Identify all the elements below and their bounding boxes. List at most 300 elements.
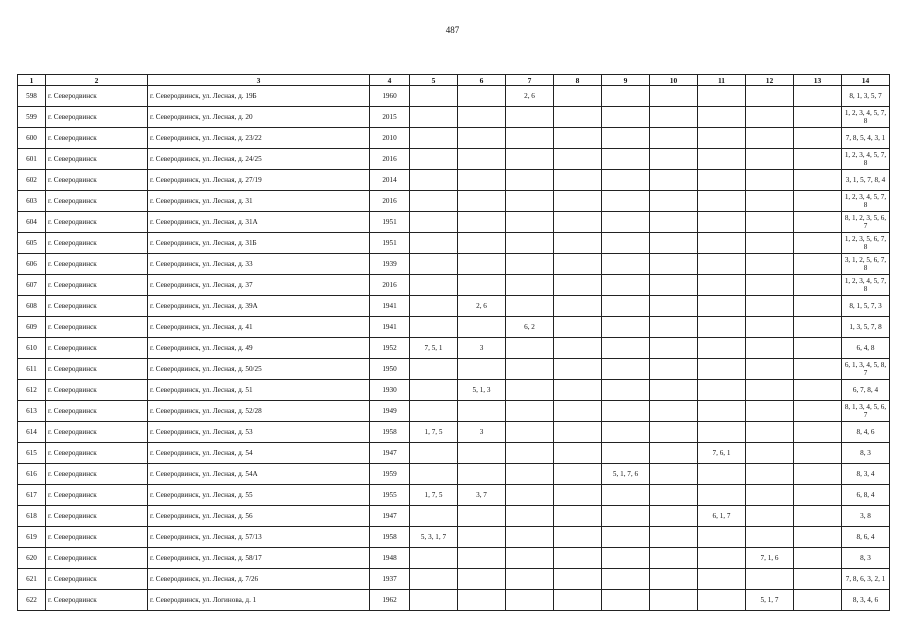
address-cell: г. Северодвинск, ул. Лесная, д. 37: [148, 275, 370, 296]
col8-cell: [554, 401, 602, 422]
col8-cell: [554, 548, 602, 569]
col5-cell: [410, 590, 458, 611]
col13-cell: [794, 233, 842, 254]
col6-cell: [458, 254, 506, 275]
col13-cell: [794, 401, 842, 422]
address-cell: г. Северодвинск, ул. Лесная, д. 54: [148, 443, 370, 464]
col5-cell: [410, 275, 458, 296]
col8-cell: [554, 317, 602, 338]
city-cell: г. Северодвинск: [46, 569, 148, 590]
city-cell: г. Северодвинск: [46, 464, 148, 485]
address-cell: г. Северодвинск, ул. Лесная, д. 55: [148, 485, 370, 506]
row-number-cell: 606: [18, 254, 46, 275]
col13-cell: [794, 149, 842, 170]
col6-cell: [458, 86, 506, 107]
table-row: [18, 212, 890, 233]
col8-cell: [554, 485, 602, 506]
col9-cell: [602, 149, 650, 170]
col8-cell: [554, 296, 602, 317]
col13-cell: [794, 422, 842, 443]
col8-cell: [554, 443, 602, 464]
year-cell: 1939: [370, 254, 410, 275]
col12-cell: [746, 380, 794, 401]
col9-cell: [602, 401, 650, 422]
table-body: [18, 86, 890, 611]
col14-cell: 3, 1, 2, 5, 6, 7, 8: [842, 254, 890, 275]
col11-cell: [698, 422, 746, 443]
col10-cell: [650, 359, 698, 380]
col9-cell: [602, 170, 650, 191]
col6-cell: [458, 359, 506, 380]
col14-cell: 8, 3, 4, 6: [842, 590, 890, 611]
col7-cell: 2, 6: [506, 86, 554, 107]
year-cell: 1952: [370, 338, 410, 359]
col14-cell: 1, 2, 3, 5, 6, 7, 8: [842, 233, 890, 254]
city-cell: г. Северодвинск: [46, 590, 148, 611]
col11-cell: [698, 233, 746, 254]
table-row: [18, 422, 890, 443]
col8-cell: [554, 149, 602, 170]
city-cell: г. Северодвинск: [46, 527, 148, 548]
address-cell: г. Северодвинск, ул. Лесная, д. 51: [148, 380, 370, 401]
col10-cell: [650, 170, 698, 191]
col12-cell: [746, 317, 794, 338]
year-cell: 1948: [370, 548, 410, 569]
table-row: [18, 464, 890, 485]
col9-cell: [602, 506, 650, 527]
registry-table: [17, 74, 890, 611]
city-cell: г. Северодвинск: [46, 401, 148, 422]
col13-cell: [794, 590, 842, 611]
col11-cell: 7, 6, 1: [698, 443, 746, 464]
address-cell: г. Северодвинск, ул. Лесная, д. 19Б: [148, 86, 370, 107]
col5-cell: [410, 128, 458, 149]
col13-cell: [794, 296, 842, 317]
col9-cell: [602, 296, 650, 317]
col7-cell: [506, 233, 554, 254]
col5-cell: [410, 443, 458, 464]
year-cell: 1941: [370, 317, 410, 338]
city-cell: г. Северодвинск: [46, 422, 148, 443]
table-row: [18, 296, 890, 317]
col9-cell: [602, 233, 650, 254]
row-number-cell: 619: [18, 527, 46, 548]
col11-cell: [698, 107, 746, 128]
col14-cell: 8, 6, 4: [842, 527, 890, 548]
col10-cell: [650, 590, 698, 611]
table-row: [18, 527, 890, 548]
table-row: [18, 485, 890, 506]
col14-cell: 8, 3, 4: [842, 464, 890, 485]
col9-cell: [602, 191, 650, 212]
col7-cell: [506, 149, 554, 170]
col6-cell: [458, 128, 506, 149]
table-row: [18, 401, 890, 422]
city-cell: г. Северодвинск: [46, 359, 148, 380]
column-header: 5: [410, 75, 458, 86]
address-cell: г. Северодвинск, ул. Лесная, д. 31А: [148, 212, 370, 233]
col5-cell: 7, 5, 1: [410, 338, 458, 359]
row-number-cell: 616: [18, 464, 46, 485]
col11-cell: [698, 86, 746, 107]
col10-cell: [650, 443, 698, 464]
column-header: 12: [746, 75, 794, 86]
col6-cell: [458, 107, 506, 128]
table-row: [18, 506, 890, 527]
table-row: [18, 128, 890, 149]
col7-cell: [506, 296, 554, 317]
col6-cell: [458, 569, 506, 590]
col13-cell: [794, 254, 842, 275]
col9-cell: [602, 317, 650, 338]
col5-cell: [410, 506, 458, 527]
column-header: 9: [602, 75, 650, 86]
row-number-cell: 608: [18, 296, 46, 317]
col7-cell: [506, 590, 554, 611]
col10-cell: [650, 233, 698, 254]
col13-cell: [794, 506, 842, 527]
col12-cell: [746, 401, 794, 422]
col7-cell: [506, 527, 554, 548]
address-cell: г. Северодвинск, ул. Лесная, д. 49: [148, 338, 370, 359]
col7-cell: [506, 254, 554, 275]
row-number-cell: 612: [18, 380, 46, 401]
col6-cell: [458, 464, 506, 485]
table-row: [18, 380, 890, 401]
col5-cell: [410, 380, 458, 401]
city-cell: г. Северодвинск: [46, 128, 148, 149]
row-number-cell: 604: [18, 212, 46, 233]
row-number-cell: 614: [18, 422, 46, 443]
col12-cell: [746, 212, 794, 233]
city-cell: г. Северодвинск: [46, 275, 148, 296]
col14-cell: 6, 1, 3, 4, 5, 8, 7: [842, 359, 890, 380]
col8-cell: [554, 569, 602, 590]
year-cell: 1958: [370, 422, 410, 443]
col14-cell: 1, 2, 3, 4, 5, 7, 8: [842, 107, 890, 128]
col8-cell: [554, 191, 602, 212]
col10-cell: [650, 527, 698, 548]
col11-cell: 6, 1, 7: [698, 506, 746, 527]
year-cell: 1959: [370, 464, 410, 485]
col12-cell: 7, 1, 6: [746, 548, 794, 569]
col6-cell: 3, 7: [458, 485, 506, 506]
col14-cell: 8, 4, 6: [842, 422, 890, 443]
city-cell: г. Северодвинск: [46, 212, 148, 233]
col11-cell: [698, 149, 746, 170]
col5-cell: [410, 170, 458, 191]
col11-cell: [698, 254, 746, 275]
col8-cell: [554, 464, 602, 485]
col13-cell: [794, 338, 842, 359]
col12-cell: [746, 275, 794, 296]
col8-cell: [554, 212, 602, 233]
col5-cell: 5, 3, 1, 7: [410, 527, 458, 548]
table-row: [18, 191, 890, 212]
col9-cell: [602, 422, 650, 443]
col11-cell: [698, 464, 746, 485]
col14-cell: 8, 1, 2, 3, 5, 6, 7: [842, 212, 890, 233]
col12-cell: [746, 191, 794, 212]
table-row: [18, 590, 890, 611]
col9-cell: [602, 86, 650, 107]
col13-cell: [794, 191, 842, 212]
col8-cell: [554, 506, 602, 527]
city-cell: г. Северодвинск: [46, 380, 148, 401]
col12-cell: [746, 107, 794, 128]
col7-cell: [506, 401, 554, 422]
col5-cell: [410, 317, 458, 338]
col11-cell: [698, 548, 746, 569]
col13-cell: [794, 485, 842, 506]
col7-cell: [506, 548, 554, 569]
col10-cell: [650, 464, 698, 485]
table-row: [18, 254, 890, 275]
col6-cell: 3: [458, 422, 506, 443]
col11-cell: [698, 380, 746, 401]
col5-cell: [410, 107, 458, 128]
column-header: 4: [370, 75, 410, 86]
col8-cell: [554, 422, 602, 443]
city-cell: г. Северодвинск: [46, 443, 148, 464]
col13-cell: [794, 128, 842, 149]
col13-cell: [794, 569, 842, 590]
row-number-cell: 622: [18, 590, 46, 611]
col13-cell: [794, 359, 842, 380]
col6-cell: [458, 506, 506, 527]
column-header: 10: [650, 75, 698, 86]
address-cell: г. Северодвинск, ул. Лесная, д. 57/13: [148, 527, 370, 548]
col6-cell: [458, 212, 506, 233]
col12-cell: [746, 338, 794, 359]
col7-cell: [506, 275, 554, 296]
column-header: 14: [842, 75, 890, 86]
col14-cell: 6, 7, 8, 4: [842, 380, 890, 401]
col9-cell: [602, 128, 650, 149]
col7-cell: [506, 128, 554, 149]
address-cell: г. Северодвинск, ул. Лесная, д. 41: [148, 317, 370, 338]
col12-cell: [746, 128, 794, 149]
col13-cell: [794, 212, 842, 233]
col8-cell: [554, 107, 602, 128]
city-cell: г. Северодвинск: [46, 296, 148, 317]
col9-cell: [602, 485, 650, 506]
address-cell: г. Северодвинск, ул. Лесная, д. 39А: [148, 296, 370, 317]
col14-cell: 8, 1, 5, 7, 3: [842, 296, 890, 317]
col10-cell: [650, 485, 698, 506]
col6-cell: [458, 233, 506, 254]
table-row: [18, 443, 890, 464]
col8-cell: [554, 275, 602, 296]
col7-cell: [506, 464, 554, 485]
city-cell: г. Северодвинск: [46, 170, 148, 191]
col10-cell: [650, 506, 698, 527]
table-row: [18, 338, 890, 359]
col14-cell: 8, 1, 3, 4, 5, 6, 7: [842, 401, 890, 422]
col7-cell: [506, 569, 554, 590]
year-cell: 1949: [370, 401, 410, 422]
year-cell: 2014: [370, 170, 410, 191]
col13-cell: [794, 107, 842, 128]
col7-cell: [506, 212, 554, 233]
city-cell: г. Северодвинск: [46, 317, 148, 338]
col5-cell: [410, 359, 458, 380]
col9-cell: [602, 527, 650, 548]
col13-cell: [794, 443, 842, 464]
col13-cell: [794, 380, 842, 401]
col10-cell: [650, 212, 698, 233]
col9-cell: [602, 107, 650, 128]
row-number-cell: 609: [18, 317, 46, 338]
col11-cell: [698, 338, 746, 359]
year-cell: 1930: [370, 380, 410, 401]
address-cell: г. Северодвинск, ул. Лесная, д. 50/25: [148, 359, 370, 380]
col14-cell: 6, 8, 4: [842, 485, 890, 506]
table-row: [18, 170, 890, 191]
col9-cell: [602, 380, 650, 401]
year-cell: 2010: [370, 128, 410, 149]
col14-cell: 1, 2, 3, 4, 5, 7, 8: [842, 275, 890, 296]
col12-cell: [746, 359, 794, 380]
col11-cell: [698, 296, 746, 317]
city-cell: г. Северодвинск: [46, 548, 148, 569]
year-cell: 1941: [370, 296, 410, 317]
col12-cell: [746, 569, 794, 590]
address-cell: г. Северодвинск, ул. Лесная, д. 54А: [148, 464, 370, 485]
year-cell: 2016: [370, 275, 410, 296]
col5-cell: [410, 149, 458, 170]
city-cell: г. Северодвинск: [46, 506, 148, 527]
col6-cell: 3: [458, 338, 506, 359]
col10-cell: [650, 380, 698, 401]
col8-cell: [554, 254, 602, 275]
year-cell: 1947: [370, 443, 410, 464]
col13-cell: [794, 275, 842, 296]
address-cell: г. Северодвинск, ул. Лесная, д. 7/26: [148, 569, 370, 590]
table-row: [18, 86, 890, 107]
year-cell: 1947: [370, 506, 410, 527]
col12-cell: [746, 422, 794, 443]
column-header: 1: [18, 75, 46, 86]
col8-cell: [554, 590, 602, 611]
address-cell: г. Северодвинск, ул. Лесная, д. 52/28: [148, 401, 370, 422]
col11-cell: [698, 275, 746, 296]
col9-cell: [602, 275, 650, 296]
year-cell: 1958: [370, 527, 410, 548]
col14-cell: 6, 4, 8: [842, 338, 890, 359]
col7-cell: [506, 107, 554, 128]
table-row: [18, 107, 890, 128]
col8-cell: [554, 170, 602, 191]
col6-cell: 5, 1, 3: [458, 380, 506, 401]
col5-cell: [410, 464, 458, 485]
page-number: 487: [445, 25, 460, 35]
col10-cell: [650, 296, 698, 317]
column-header: 7: [506, 75, 554, 86]
col10-cell: [650, 254, 698, 275]
row-number-cell: 620: [18, 548, 46, 569]
table-row: [18, 149, 890, 170]
city-cell: г. Северодвинск: [46, 233, 148, 254]
col8-cell: [554, 233, 602, 254]
year-cell: 2015: [370, 107, 410, 128]
col10-cell: [650, 317, 698, 338]
col13-cell: [794, 548, 842, 569]
year-cell: 1937: [370, 569, 410, 590]
col7-cell: [506, 380, 554, 401]
address-cell: г. Северодвинск, ул. Лесная, д. 27/19: [148, 170, 370, 191]
col8-cell: [554, 86, 602, 107]
city-cell: г. Северодвинск: [46, 86, 148, 107]
year-cell: 1951: [370, 233, 410, 254]
city-cell: г. Северодвинск: [46, 338, 148, 359]
col10-cell: [650, 548, 698, 569]
year-cell: 1955: [370, 485, 410, 506]
col9-cell: [602, 569, 650, 590]
row-number-cell: 618: [18, 506, 46, 527]
address-cell: г. Северодвинск, ул. Лесная, д. 33: [148, 254, 370, 275]
col9-cell: [602, 254, 650, 275]
col6-cell: [458, 170, 506, 191]
table-row: [18, 359, 890, 380]
col14-cell: 8, 3: [842, 548, 890, 569]
col14-cell: 3, 8: [842, 506, 890, 527]
col12-cell: [746, 296, 794, 317]
col5-cell: [410, 401, 458, 422]
city-cell: г. Северодвинск: [46, 191, 148, 212]
col7-cell: [506, 359, 554, 380]
column-header: 6: [458, 75, 506, 86]
col14-cell: 1, 3, 5, 7, 8: [842, 317, 890, 338]
col10-cell: [650, 275, 698, 296]
address-cell: г. Северодвинск, ул. Лесная, д. 58/17: [148, 548, 370, 569]
col9-cell: [602, 590, 650, 611]
col9-cell: [602, 359, 650, 380]
address-cell: г. Северодвинск, ул. Лесная, д. 53: [148, 422, 370, 443]
col9-cell: [602, 548, 650, 569]
row-number-cell: 621: [18, 569, 46, 590]
col10-cell: [650, 86, 698, 107]
col11-cell: [698, 569, 746, 590]
col14-cell: 1, 2, 3, 4, 5, 7, 8: [842, 149, 890, 170]
col12-cell: [746, 527, 794, 548]
address-cell: г. Северодвинск, ул. Лесная, д. 23/22: [148, 128, 370, 149]
city-cell: г. Северодвинск: [46, 254, 148, 275]
col14-cell: 7, 8, 5, 4, 3, 1: [842, 128, 890, 149]
col7-cell: [506, 191, 554, 212]
col14-cell: 8, 1, 3, 5, 7: [842, 86, 890, 107]
col6-cell: [458, 590, 506, 611]
col10-cell: [650, 422, 698, 443]
row-number-cell: 598: [18, 86, 46, 107]
col11-cell: [698, 527, 746, 548]
col12-cell: [746, 254, 794, 275]
col7-cell: [506, 170, 554, 191]
col14-cell: 1, 2, 3, 4, 5, 7, 8: [842, 191, 890, 212]
col9-cell: [602, 212, 650, 233]
address-cell: г. Северодвинск, ул. Логинова, д. 1: [148, 590, 370, 611]
year-cell: 2016: [370, 191, 410, 212]
col11-cell: [698, 191, 746, 212]
city-cell: г. Северодвинск: [46, 149, 148, 170]
row-number-cell: 617: [18, 485, 46, 506]
address-cell: г. Северодвинск, ул. Лесная, д. 24/25: [148, 149, 370, 170]
col11-cell: [698, 128, 746, 149]
col6-cell: [458, 149, 506, 170]
col5-cell: 1, 7, 5: [410, 485, 458, 506]
col7-cell: 6, 2: [506, 317, 554, 338]
col11-cell: [698, 317, 746, 338]
